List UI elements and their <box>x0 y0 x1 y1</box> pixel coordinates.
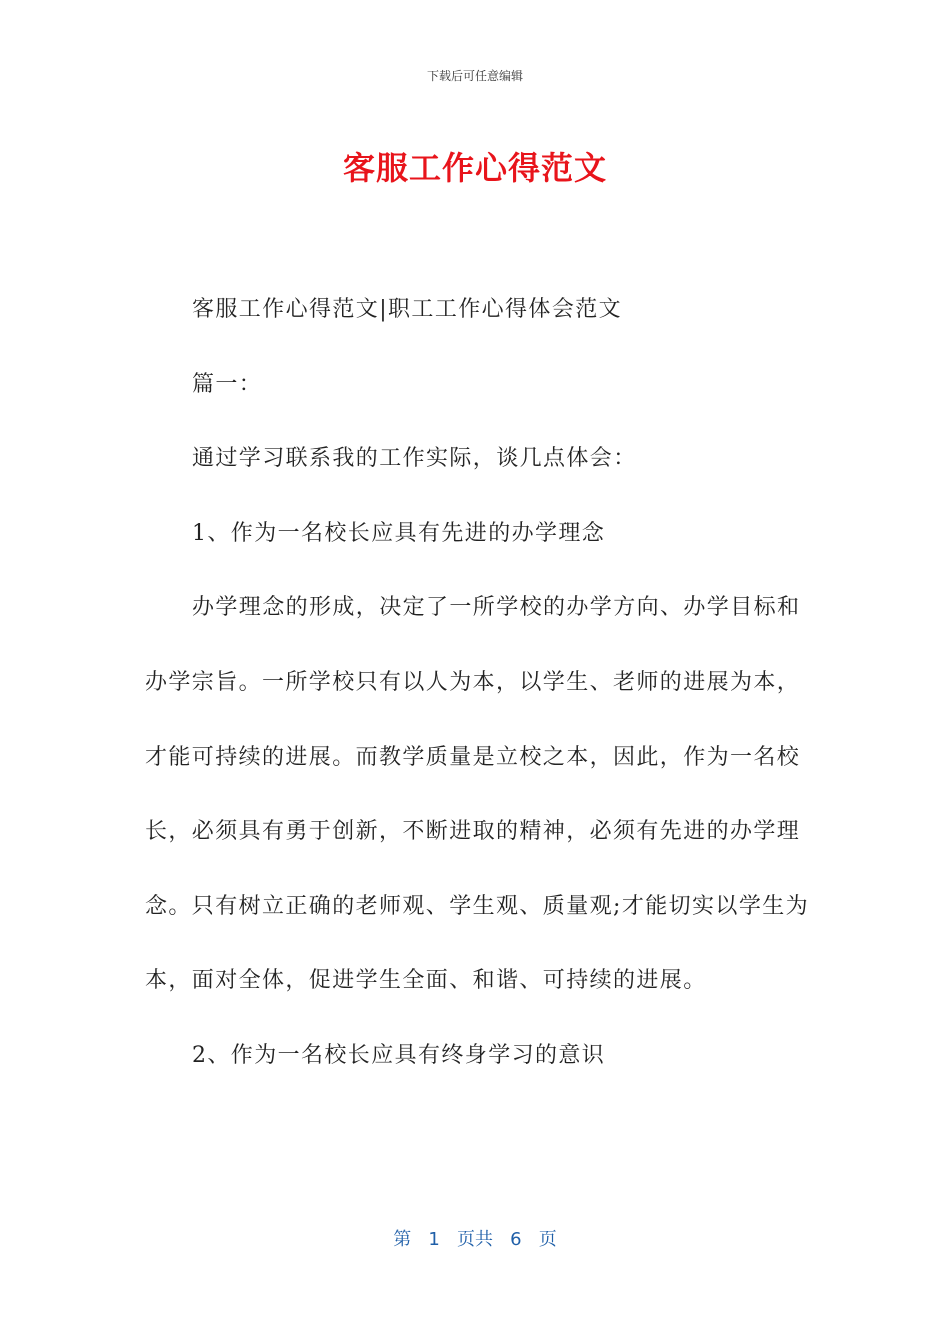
paragraph: 1、作为一名校长应具有先进的办学理念 <box>192 520 606 546</box>
paragraph: 2、作为一名校长应具有终身学习的意识 <box>192 1042 606 1068</box>
footer-total-pages: 6 <box>510 1229 522 1250</box>
document-title: 客服工作心得范文 <box>342 149 607 187</box>
paragraph: 篇一： <box>192 371 263 397</box>
header-note: 下载后可任意编辑 <box>426 69 523 83</box>
footer-suffix: 页 <box>538 1229 557 1250</box>
paragraph: 客服工作心得范文|职工工作心得体会范文 <box>192 297 623 322</box>
footer-prefix: 第 <box>393 1229 412 1250</box>
footer-current-page: 1 <box>428 1229 440 1250</box>
document-body <box>145 273 810 1094</box>
page-footer <box>0 1225 950 1251</box>
paragraph: 通过学习联系我的工作实际，谈几点体会： <box>192 446 637 472</box>
paragraph: 办学理念的形成，决定了一所学校的办学方向、办学目标和办学宗旨。一所学校只有以人为本，以学生、老师的进展为本，才能可持续的进展。而教学质量是立校之本，因此，作为一名校长，必须具有勇于创新，不断进取的精神，必须有先进的办学理念。只有树立正确的老师观、学生观、质量观;才能切实以学生为本，面对全体，促进学生全面、和谐、可持续的进展。 <box>145 595 810 994</box>
footer-middle: 页共 <box>457 1229 493 1250</box>
